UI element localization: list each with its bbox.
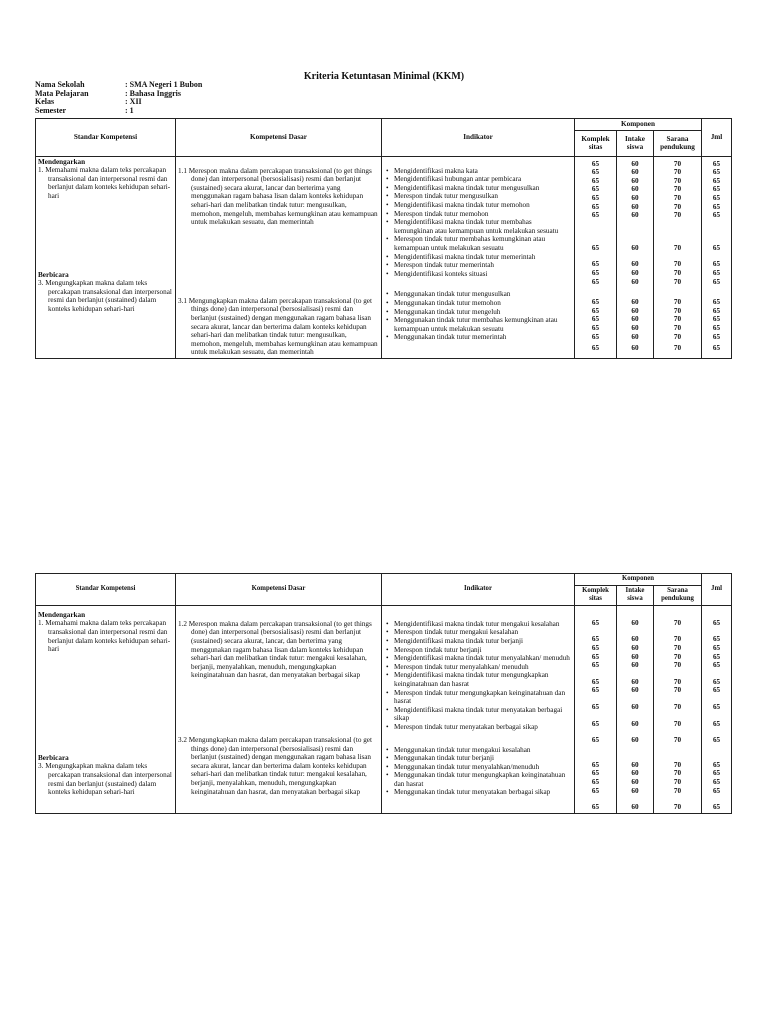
info-value: : SMA Negeri 1 Bubon — [125, 80, 203, 89]
value: 65 — [591, 323, 600, 332]
sarana-values — [654, 605, 702, 813]
value: 65 — [591, 306, 600, 315]
kd-text: 3.2 Mengungkapkan makna dalam percakapan transaksional (to get things done) dan interpersonal (bersosialisasi) resmi dan berlanjut (sustained) dengan menggunakan ragam bahasa lisan secara akurat, lancar dan berterima dalam konteks kehidupan sehari-hari dan melibatkan tindak tutur: mengakui kesalahan, berjanji, menyalahkan, menuduh, mengungkapkan keinginatahuan dan hasrat, dan menyatakan berbagai sikap — [178, 735, 372, 796]
value: 65 — [591, 661, 600, 670]
value: 65 — [591, 719, 600, 728]
value: 70 — [673, 786, 682, 795]
value: 65 — [712, 736, 721, 745]
value: 70 — [673, 661, 682, 670]
kd-text: 1.2 Merespon makna dalam percakapan transaksional (to get things done) dan interpersonal (bersosialisasi) resmi dan berlanjut (sustained) secara akurat, lancar, dan berterima yang menggunakan ragam bahasa lisan dalam konteks kehidupan sehari-hari dan melibatkan tindak tutur: mengakui kesalahan, berjanji, menyalahkan, menuduh, mengungkapkan keinginatahuan dan hasrat, dan menyatakan berbagai sikap — [178, 619, 372, 680]
value: 65 — [712, 243, 721, 252]
value: 70 — [673, 618, 682, 627]
value: 65 — [712, 702, 721, 711]
value: 65 — [712, 323, 721, 332]
komplek-values — [575, 156, 617, 358]
value: 70 — [673, 202, 682, 211]
value: 65 — [591, 268, 600, 277]
value: 65 — [591, 176, 600, 185]
standar-text: 1. Memahami makna dalam teks percakapan transaksional dan interpersonal resmi dan berlanjut dalam konteks kehidupan sehari-hari — [38, 166, 171, 200]
list-item: • Mengidentifikasi makna tindak tutur memerintah — [384, 253, 572, 262]
value: 60 — [631, 277, 639, 286]
value: 65 — [591, 786, 600, 795]
intake-values — [617, 605, 654, 813]
list-item: • Menggunakan tindak tutur mengungkapkan keinginatahuan dan hasrat — [384, 771, 572, 788]
section-heading: Mendengarkan — [38, 610, 86, 619]
value: 65 — [591, 677, 600, 686]
list-item: • Menggunakan tindak tutur membahas kemungkinan atau kemampuan untuk melakukan sesuatu — [384, 316, 572, 333]
value: 65 — [712, 769, 721, 778]
value: 65 — [712, 643, 721, 652]
list-item: • Menggunakan tindak tutur mengakui kesalahan — [384, 746, 572, 755]
value: 65 — [591, 344, 600, 353]
kkm-table-2 — [35, 573, 732, 814]
value: 70 — [673, 168, 682, 177]
list-item: • Mengidentifikasi hubungan antar pembicara — [384, 175, 572, 184]
standar-text: 3. Mengungkapkan makna dalam teks percakapan transaksional dan interpersonal resmi dan berlanjut (sustained) dalam konteks kehidupan sehari-hari — [38, 279, 172, 313]
document-title: Kriteria Ketuntasan Minimal (KKM) — [303, 71, 465, 82]
value: 60 — [631, 159, 639, 168]
header-indikator: Indikator — [382, 119, 575, 157]
value: 60 — [631, 185, 639, 194]
value: 65 — [712, 277, 721, 286]
value: 65 — [712, 168, 721, 177]
value: 70 — [673, 268, 682, 277]
list-item: • Merespon tindak tutur mengungkapkan keinginatahuan dan hasrat — [384, 689, 572, 706]
value: 60 — [631, 702, 639, 711]
value: 65 — [712, 786, 721, 795]
value: 70 — [673, 736, 682, 745]
value: 60 — [631, 686, 639, 695]
header-jml: Jml — [702, 119, 732, 157]
value: 65 — [591, 777, 600, 786]
jml-values — [702, 156, 732, 358]
value: 70 — [673, 277, 682, 286]
value: 70 — [673, 803, 682, 812]
value: 65 — [591, 168, 600, 177]
value: 65 — [591, 652, 600, 661]
header-standar-kompetensi: Standar Kompetensi — [36, 119, 176, 157]
value: 65 — [712, 193, 721, 202]
header-komponen: Komponen — [575, 574, 702, 586]
value: 70 — [673, 315, 682, 324]
value: 60 — [631, 736, 639, 745]
list-item: • Menggunakan tindak tutur memohon — [384, 299, 572, 308]
value: 60 — [631, 677, 639, 686]
header-kompetensi-dasar: Kompetensi Dasar — [176, 574, 382, 606]
value: 65 — [591, 686, 600, 695]
header-sarana-pendukung: Sarana pendukung — [654, 130, 702, 156]
standar-cell — [36, 156, 176, 358]
value: 65 — [712, 777, 721, 786]
sarana-values — [654, 156, 702, 358]
list-item: • Mengidentifikasi makna tindak tutur membahas kemungkinan atau kemampuan untuk melakukan sesuatu — [384, 218, 572, 235]
list-item: • Mengidentifikasi makna tindak tutur memohon — [384, 201, 572, 210]
list-item: • Mengidentifikasi makna kata — [384, 167, 572, 176]
indikator-cell — [382, 605, 575, 813]
value: 60 — [631, 260, 639, 269]
value: 70 — [673, 344, 682, 353]
standar-text: 1. Memahami makna dalam teks percakapan transaksional dan interpersonal resmi dan berlanjut dalam konteks kehidupan sehari-hari — [38, 619, 171, 654]
value: 60 — [631, 786, 639, 795]
value: 65 — [712, 159, 721, 168]
value: 65 — [591, 736, 600, 745]
value: 70 — [673, 159, 682, 168]
info-value: : XII — [125, 97, 142, 107]
value: 65 — [712, 306, 721, 315]
list-item: • Menggunakan tindak tutur berjanji — [384, 754, 572, 763]
header-standar-kompetensi: Standar Kompetensi — [36, 574, 176, 606]
value: 65 — [591, 243, 600, 252]
value: 65 — [591, 193, 600, 202]
value: 65 — [712, 760, 721, 769]
section-heading: Mendengarkan — [38, 157, 86, 166]
info-label: Nama Sekolah — [35, 80, 85, 89]
komplek-values — [575, 605, 617, 813]
value: 65 — [591, 185, 600, 194]
value: 60 — [631, 268, 639, 277]
value: 60 — [631, 803, 639, 812]
header-sarana-pendukung: Sarana pendukung — [654, 585, 702, 605]
value: 60 — [631, 306, 639, 315]
value: 65 — [712, 315, 721, 324]
value: 65 — [591, 315, 600, 324]
value: 60 — [631, 211, 639, 220]
value: 65 — [712, 686, 721, 695]
info-label: Semester — [35, 105, 67, 115]
value: 70 — [673, 702, 682, 711]
value: 65 — [712, 260, 721, 269]
value: 70 — [673, 635, 682, 644]
value: 65 — [591, 760, 600, 769]
header-intake-siswa: Intake siswa — [617, 130, 654, 156]
kd-cell — [176, 156, 382, 358]
list-item: • Merespon tindak tutur mengusulkan — [384, 192, 572, 201]
value: 65 — [591, 298, 600, 307]
value: 70 — [673, 719, 682, 728]
value: 70 — [673, 652, 682, 661]
value: 70 — [673, 243, 682, 252]
value: 65 — [591, 202, 600, 211]
value: 60 — [631, 643, 639, 652]
value: 70 — [673, 298, 682, 307]
kd-cell — [176, 605, 382, 813]
list-item: • Menggunakan tindak tutur mengusulkan — [384, 290, 572, 299]
info-label: Kelas — [35, 97, 55, 107]
list-item: • Merespon tindak tutur menyalahkan/ menuduh — [384, 663, 572, 672]
value: 70 — [673, 777, 682, 786]
value: 65 — [712, 677, 721, 686]
list-item: • Menggunakan tindak tutur mengeluh — [384, 308, 572, 317]
value: 70 — [673, 193, 682, 202]
list-item: • Mengidentifikasi makna tindak tutur mengakui kesalahan — [384, 620, 572, 629]
value: 70 — [673, 686, 682, 695]
value: 60 — [631, 618, 639, 627]
section-heading: Berbicara — [38, 753, 69, 762]
value: 70 — [673, 185, 682, 194]
value: 65 — [712, 268, 721, 277]
value: 65 — [712, 719, 721, 728]
value: 70 — [673, 306, 682, 315]
value: 60 — [631, 760, 639, 769]
kd-text: 1.1 Merespon makna dalam percakapan transaksional (to get things done) dan interpersonal (bersosialisasi) resmi dan berlanjut (sustained) secara akurat, lancar dan berterima yang menggunakan ragam bahasa lisan dalam konteks kehidupan sehari-hari dan melibatkan tindak tutur: mengusulkan, memohon, mengeluh, membahas kemungkinan atau kemampuan untuk melakukan sesuatu, dan memerintah — [178, 166, 378, 227]
list-item: • Merespon tindak tutur mengakui kesalahan — [384, 628, 572, 637]
value: 60 — [631, 332, 639, 341]
value: 65 — [712, 661, 721, 670]
header-indikator: Indikator — [382, 574, 575, 606]
value: 70 — [673, 760, 682, 769]
value: 65 — [712, 344, 721, 353]
value: 70 — [673, 769, 682, 778]
header-komponen: Komponen — [575, 119, 702, 131]
value: 65 — [712, 803, 721, 812]
list-item: • Merespon tindak tutur memohon — [384, 210, 572, 219]
value: 70 — [673, 260, 682, 269]
value: 65 — [712, 332, 721, 341]
value: 65 — [591, 803, 600, 812]
header-kompetensi-dasar: Kompetensi Dasar — [176, 119, 382, 157]
value: 65 — [712, 635, 721, 644]
jml-values — [702, 605, 732, 813]
section-heading: Berbicara — [38, 270, 69, 279]
value: 60 — [631, 193, 639, 202]
value: 65 — [712, 618, 721, 627]
list-item: • Menggunakan tindak tutur menyalahkan/menuduh — [384, 763, 572, 772]
value: 70 — [673, 211, 682, 220]
standar-cell — [36, 605, 176, 813]
value: 60 — [631, 168, 639, 177]
indikator-cell — [382, 156, 575, 358]
list-item: • Menggunakan tindak tutur menyatakan berbagai sikap — [384, 788, 572, 797]
value: 65 — [591, 159, 600, 168]
value: 60 — [631, 652, 639, 661]
value: 65 — [591, 618, 600, 627]
value: 60 — [631, 769, 639, 778]
list-item: • Mengidentifikasi makna tindak tutur menyatakan berbagai sikap — [384, 706, 572, 723]
standar-text: 3. Mengungkapkan makna dalam teks percakapan transaksional dan interpersonal resmi dan berlanjut (sustained) dalam konteks kehidupan sehari-hari — [38, 762, 172, 797]
value: 60 — [631, 777, 639, 786]
list-item: • Merespon tindak tutur memerintah — [384, 261, 572, 270]
kkm-table-1 — [35, 118, 732, 359]
info-row-subject — [35, 90, 202, 99]
value: 60 — [631, 315, 639, 324]
value: 60 — [631, 661, 639, 670]
info-label: Mata Pelajaran — [35, 88, 89, 98]
info-value: : 1 — [125, 105, 134, 115]
list-item: • Mengidentifikasi konteks situasi — [384, 270, 572, 279]
value: 65 — [591, 635, 600, 644]
list-item: • Merespon tindak tutur berjanji — [384, 646, 572, 655]
list-item: • Mengidentifikasi makna tindak tutur menyalahkan/ menuduh — [384, 654, 572, 663]
value: 65 — [591, 277, 600, 286]
value: 70 — [673, 643, 682, 652]
value: 60 — [631, 243, 639, 252]
value: 60 — [631, 323, 639, 332]
list-item: • Menggunakan tindak tutur memerintah — [384, 333, 572, 342]
value: 65 — [712, 185, 721, 194]
list-item: • Mengidentifikasi makna tindak tutur mengusulkan — [384, 184, 572, 193]
intake-values — [617, 156, 654, 358]
value: 65 — [591, 769, 600, 778]
info-row-semester — [35, 107, 202, 116]
header-intake-siswa: Intake siswa — [617, 585, 654, 605]
value: 65 — [591, 260, 600, 269]
value: 60 — [631, 635, 639, 644]
value: 70 — [673, 677, 682, 686]
list-item: • Mengidentifikasi makna tindak tutur berjanji — [384, 637, 572, 646]
value: 70 — [673, 323, 682, 332]
info-value: : Bahasa Inggris — [125, 88, 182, 98]
table-row — [36, 156, 732, 358]
value: 65 — [591, 332, 600, 341]
value: 60 — [631, 344, 639, 353]
value: 65 — [591, 211, 600, 220]
value: 60 — [631, 719, 639, 728]
header-jml: Jml — [702, 574, 732, 606]
value: 70 — [673, 332, 682, 341]
header-kompleksitas: Komplek sitas — [575, 585, 617, 605]
value: 65 — [712, 176, 721, 185]
value: 60 — [631, 202, 639, 211]
list-item: • Merespon tindak tutur menyatakan berbagai sikap — [384, 723, 572, 732]
value: 60 — [631, 298, 639, 307]
header-kompleksitas: Komplek sitas — [575, 130, 617, 156]
table-row — [36, 605, 732, 813]
value: 65 — [712, 652, 721, 661]
value: 65 — [712, 202, 721, 211]
value: 70 — [673, 176, 682, 185]
kd-text: 3.1 Mengungkapkan makna dalam percakapan transaksional (to get things done) dan interpersonal (bersosialisasi) resmi dan berlanjut (sustained) dengan menggunakan ragam bahasa lisan secara akurat, lancar dan berterima dalam konteks kehidupan sehari-hari dan melibatkan tindak tutur: mengusulkan, memohon, mengeluh, membahas kemungkinan atau kemampuan untuk melakukan sesuatu, dan memerintah — [178, 296, 378, 357]
value: 65 — [712, 211, 721, 220]
value: 60 — [631, 176, 639, 185]
value: 65 — [591, 643, 600, 652]
value: 65 — [591, 702, 600, 711]
school-info — [35, 81, 202, 115]
list-item: • Merespon tindak tutur membahas kemungkinan atau kemampuan untuk melakukan sesuatu — [384, 235, 572, 252]
list-item: • Mengidentifikasi makna tindak tutur mengungkapkan keinginatahuan dan hasrat — [384, 671, 572, 688]
value: 65 — [712, 298, 721, 307]
